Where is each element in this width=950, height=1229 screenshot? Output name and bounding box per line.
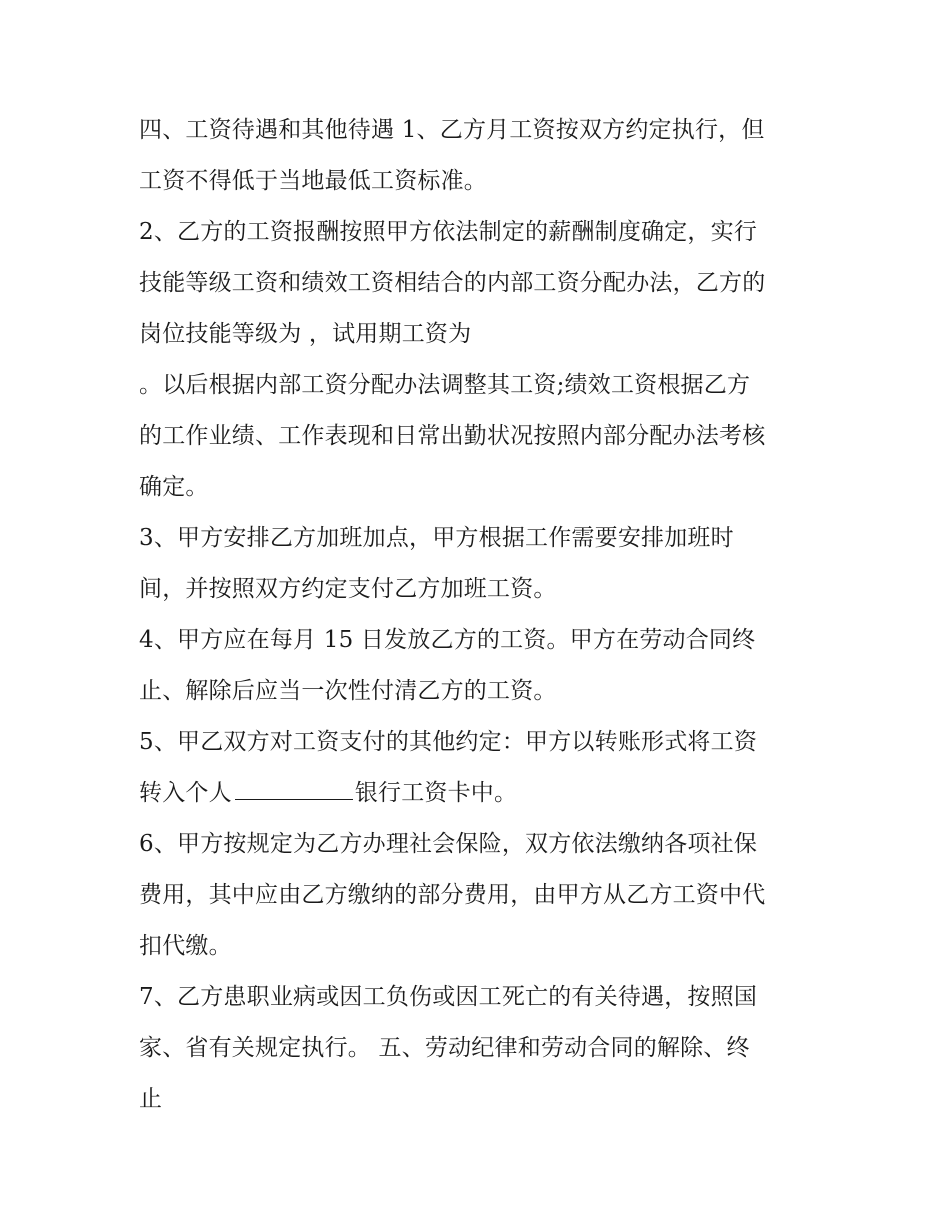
paragraph-wages-section	[139, 105, 819, 207]
text-line-with-blank	[139, 768, 819, 819]
paragraph-clause-4	[139, 615, 819, 717]
text-line: 的工作业绩、工作表现和日常出勤状况按照内部分配办法考核	[139, 423, 766, 449]
text-line: 技能等级工资和绩效工资相结合的内部工资分配办法，乙方的	[139, 270, 766, 296]
document-body	[139, 105, 819, 1125]
paragraph-clause-5	[139, 717, 819, 819]
paragraph-clause-3	[139, 513, 819, 615]
text-line: 2、乙方的工资报酬按照甲方依法制定的薪酬制度确定，实行	[139, 219, 758, 245]
text-line: 家、省有关规定执行。 五、劳动纪律和劳动合同的解除、终	[139, 1035, 750, 1061]
text-line: 。以后根据内部工资分配办法调整其工资;绩效工资根据乙方	[139, 372, 751, 398]
text-line: 费用，其中应由乙方缴纳的部分费用，由甲方从乙方工资中代	[139, 882, 766, 908]
text-line: 6、甲方按规定为乙方办理社会保险，双方依法缴纳各项社保	[139, 831, 758, 857]
text-line: 3、甲方安排乙方加班加点，甲方根据工作需要安排加班时	[139, 525, 734, 551]
text-fragment: 转入个人	[139, 780, 232, 806]
text-line: 确定。	[139, 474, 209, 500]
text-line: 扣代缴。	[139, 933, 232, 959]
text-line: 4、甲方应在每月 15 日发放乙方的工资。甲方在劳动合同终	[139, 627, 756, 653]
paragraph-clause-6	[139, 819, 819, 972]
text-line: 四、工资待遇和其他待遇 1、乙方月工资按双方约定执行，但	[139, 117, 765, 143]
paragraph-clause-7	[139, 972, 819, 1125]
text-line: 间，并按照双方约定支付乙方加班工资。	[139, 576, 557, 602]
text-line: 止	[139, 1086, 163, 1112]
text-line: 7、乙方患职业病或因工负伤或因工死亡的有关待遇，按照国	[139, 984, 758, 1010]
fill-in-blank	[235, 781, 353, 800]
text-line: 止、解除后应当一次性付清乙方的工资。	[139, 678, 557, 704]
text-line: 工资不得低于当地最低工资标准。	[139, 168, 487, 194]
paragraph-clause-2	[139, 207, 819, 513]
text-line: 5、甲乙双方对工资支付的其他约定：甲方以转账形式将工资	[139, 729, 758, 755]
text-line: 岗位技能等级为 ，试用期工资为	[139, 321, 472, 347]
text-fragment: 银行工资卡中。	[354, 780, 518, 806]
